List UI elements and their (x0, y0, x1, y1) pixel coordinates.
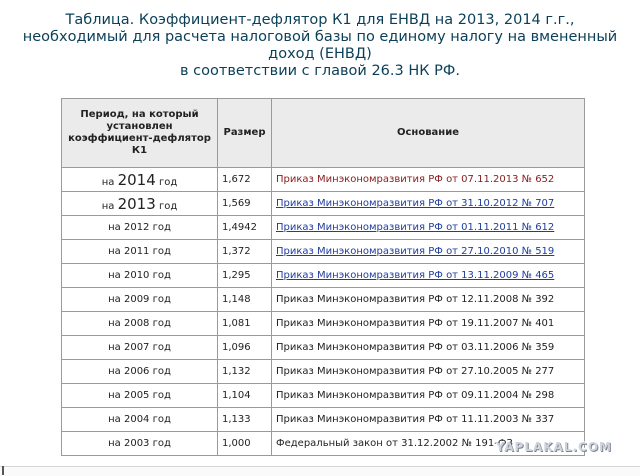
size-cell: 1,4942 (218, 216, 272, 240)
period-prefix: на (108, 390, 124, 401)
bottom-marker (2, 466, 4, 475)
period-suffix: год (149, 318, 171, 329)
basis-cell (272, 312, 585, 336)
period-suffix: год (155, 176, 178, 188)
period-prefix: на (108, 366, 124, 377)
basis-cell (272, 192, 585, 216)
basis-text: Приказ Минэкономразвития РФ от 11.11.2003 № 337 (276, 414, 555, 425)
header-period: Период, на который установлен коэффициент-дефлятор К1 (62, 99, 218, 168)
size-cell: 1,081 (218, 312, 272, 336)
table-row (62, 360, 585, 384)
title-line-4: в соответствии с главой 26.3 НК РФ. (180, 63, 460, 79)
period-cell (62, 288, 218, 312)
table-row (62, 312, 585, 336)
period-cell (62, 336, 218, 360)
period-year: 2005 (123, 390, 150, 401)
period-year: 2006 (123, 366, 150, 377)
header-basis: Основание (272, 99, 585, 168)
title-line-3: доход (ЕНВД) (268, 46, 372, 62)
period-suffix: год (149, 366, 171, 377)
size-cell: 1,295 (218, 264, 272, 288)
period-cell (62, 264, 218, 288)
table-header-row (62, 99, 585, 168)
table-row (62, 216, 585, 240)
basis-cell (272, 384, 585, 408)
period-prefix: на (108, 294, 124, 305)
period-prefix: на (108, 414, 124, 425)
size-cell: 1,132 (218, 360, 272, 384)
basis-text: Приказ Минэкономразвития РФ от 09.11.2004 № 298 (276, 390, 555, 401)
basis-text: Приказ Минэкономразвития РФ от 12.11.2008 № 392 (276, 294, 555, 305)
basis-cell (272, 408, 585, 432)
size-cell: 1,148 (218, 288, 272, 312)
period-year: 2010 (123, 270, 150, 281)
period-prefix: на (101, 176, 118, 188)
period-prefix: на (108, 270, 124, 281)
table-row (62, 240, 585, 264)
period-suffix: год (149, 294, 171, 305)
title-line-2: необходимый для расчета налоговой базы по единому налогу на вмененный (22, 29, 618, 45)
period-cell (62, 192, 218, 216)
period-year: 2009 (123, 294, 150, 305)
header-size: Размер (218, 99, 272, 168)
period-cell (62, 384, 218, 408)
period-prefix: на (108, 246, 124, 257)
period-suffix: год (149, 246, 171, 257)
basis-text: Федеральный закон от 31.12.2002 № 191-ФЗ (276, 438, 513, 449)
period-cell (62, 432, 218, 456)
basis-cell (272, 216, 585, 240)
size-cell: 1,000 (218, 432, 272, 456)
size-cell: 1,569 (218, 192, 272, 216)
table-row (62, 288, 585, 312)
period-cell (62, 216, 218, 240)
size-cell: 1,672 (218, 168, 272, 192)
size-cell: 1,096 (218, 336, 272, 360)
period-cell (62, 168, 218, 192)
period-prefix: на (108, 438, 124, 449)
period-year: 2011 (123, 246, 150, 257)
period-prefix: на (108, 222, 124, 233)
size-cell: 1,372 (218, 240, 272, 264)
basis-cell (272, 360, 585, 384)
period-year: 2004 (123, 414, 150, 425)
basis-text: Приказ Минэкономразвития РФ от 03.11.2006 № 359 (276, 342, 555, 353)
table-row (62, 168, 585, 192)
size-cell: 1,133 (218, 408, 272, 432)
period-year: 2008 (123, 318, 150, 329)
table-row (62, 384, 585, 408)
basis-text: Приказ Минэкономразвития РФ от 19.11.2007 № 401 (276, 318, 555, 329)
basis-cell (272, 336, 585, 360)
period-suffix: год (149, 342, 171, 353)
title-line-1: Таблица. Коэффициент-дефлятор К1 для ЕНВД на 2013, 2014 г.г., (65, 12, 575, 28)
table-row (62, 336, 585, 360)
size-cell: 1,104 (218, 384, 272, 408)
period-prefix: на (108, 342, 124, 353)
basis-link[interactable]: Приказ Минэкономразвития РФ от 31.10.2012 № 707 (276, 198, 555, 209)
page-title (0, 12, 640, 80)
period-suffix: год (149, 414, 171, 425)
table-row (62, 408, 585, 432)
basis-link[interactable]: Приказ Минэкономразвития РФ от 01.11.2011 № 612 (276, 222, 555, 233)
basis-cell (272, 264, 585, 288)
period-cell (62, 360, 218, 384)
basis-link[interactable]: Приказ Минэкономразвития РФ от 13.11.2009 № 465 (276, 270, 555, 281)
basis-link[interactable]: Приказ Минэкономразвития РФ от 27.10.2010 № 519 (276, 246, 555, 257)
period-suffix: год (149, 438, 171, 449)
period-cell (62, 240, 218, 264)
period-cell (62, 312, 218, 336)
period-prefix: на (108, 318, 124, 329)
period-suffix: год (149, 390, 171, 401)
period-suffix: год (155, 200, 178, 212)
period-year: 2013 (117, 194, 156, 213)
period-year: 2003 (123, 438, 150, 449)
table-row (62, 192, 585, 216)
basis-cell (272, 240, 585, 264)
period-suffix: год (149, 222, 171, 233)
basis-text: Приказ Минэкономразвития РФ от 27.10.2005 № 277 (276, 366, 555, 377)
table-body (62, 168, 585, 456)
deflator-table (61, 98, 585, 456)
basis-cell (272, 288, 585, 312)
period-year: 2014 (117, 170, 156, 189)
period-year: 2007 (123, 342, 150, 353)
period-year: 2012 (123, 222, 150, 233)
period-suffix: год (149, 270, 171, 281)
period-cell (62, 408, 218, 432)
watermark: YAPLAKAL.COM (495, 440, 612, 454)
table-row (62, 264, 585, 288)
basis-cell (272, 168, 585, 192)
period-prefix: на (101, 200, 118, 212)
basis-text: Приказ Минэкономразвития РФ от 07.11.2013 № 652 (276, 174, 555, 185)
